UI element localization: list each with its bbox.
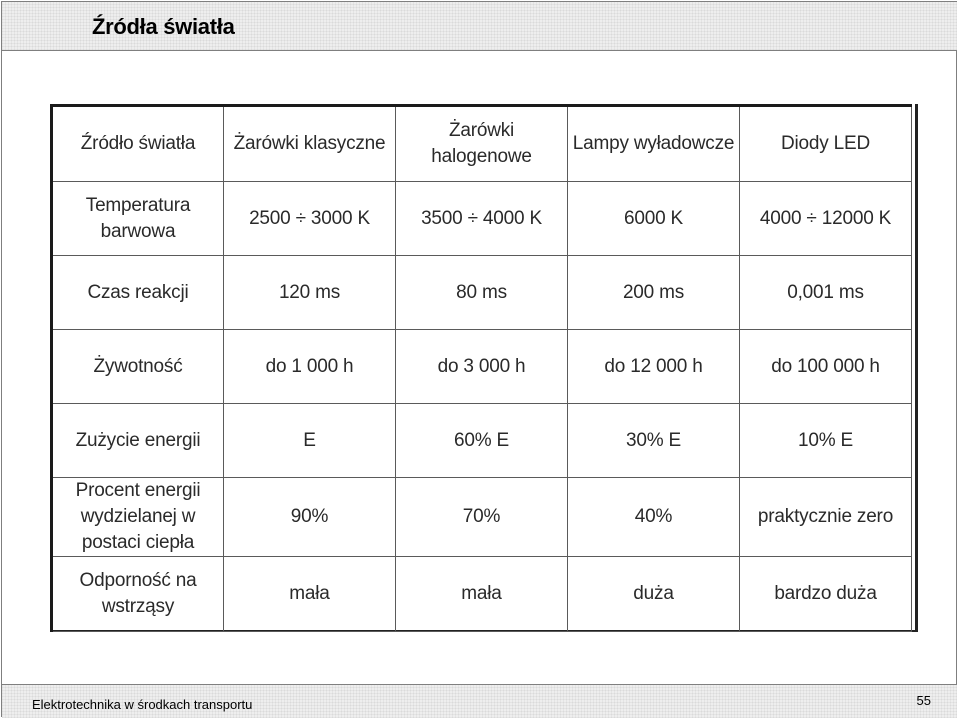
row-label-cell: Procent energii wydzielanej w postaci ciepła [52,478,224,557]
table-cell: 2500 ÷ 3000 K [224,182,396,256]
row-label-cell: Żywotność [52,330,224,404]
table-row [52,478,912,557]
table-cell: E [224,404,396,478]
table-cell: bardzo duża [740,557,912,632]
table-cell: praktycznie zero [740,478,912,557]
row-label-cell: Temperatura barwowa [52,182,224,256]
table-header-row [52,106,912,182]
table-row [52,256,912,330]
title-bar [2,2,957,51]
footer-text: Elektrotechnika w środkach transportu [32,697,253,712]
table-container [50,104,918,632]
table-cell: do 3 000 h [396,330,568,404]
footer-bar [2,684,957,718]
slide-title: Źródła światła [92,14,235,39]
table-cell: 40% [568,478,740,557]
table-row [52,557,912,632]
table-cell: mała [396,557,568,632]
table-cell: 70% [396,478,568,557]
table-cell: do 100 000 h [740,330,912,404]
table-cell: 30% E [568,404,740,478]
row-label-cell: Czas reakcji [52,256,224,330]
row-label-cell: Odporność na wstrząsy [52,557,224,632]
table-cell: do 12 000 h [568,330,740,404]
table-cell: 60% E [396,404,568,478]
table-cell: 0,001 ms [740,256,912,330]
table-row [52,330,912,404]
table-cell: 80 ms [396,256,568,330]
table-cell: do 1 000 h [224,330,396,404]
row-label-cell: Zużycie energii [52,404,224,478]
table-row [52,182,912,256]
table-row [52,404,912,478]
header-cell: Żarówki klasyczne [224,106,396,182]
table-cell: 4000 ÷ 12000 K [740,182,912,256]
page-number: 55 [916,693,931,708]
light-sources-table [50,104,912,632]
header-cell: Lampy wyładowcze [568,106,740,182]
table-cell: 10% E [740,404,912,478]
header-cell: Żarówki halogenowe [396,106,568,182]
table-cell: 90% [224,478,396,557]
table-cell: 120 ms [224,256,396,330]
table-cell: 3500 ÷ 4000 K [396,182,568,256]
header-cell: Źródło światła [52,106,224,182]
table-cell: 6000 K [568,182,740,256]
table-cell: 200 ms [568,256,740,330]
table-cell: mała [224,557,396,632]
table-cell: duża [568,557,740,632]
header-cell: Diody LED [740,106,912,182]
